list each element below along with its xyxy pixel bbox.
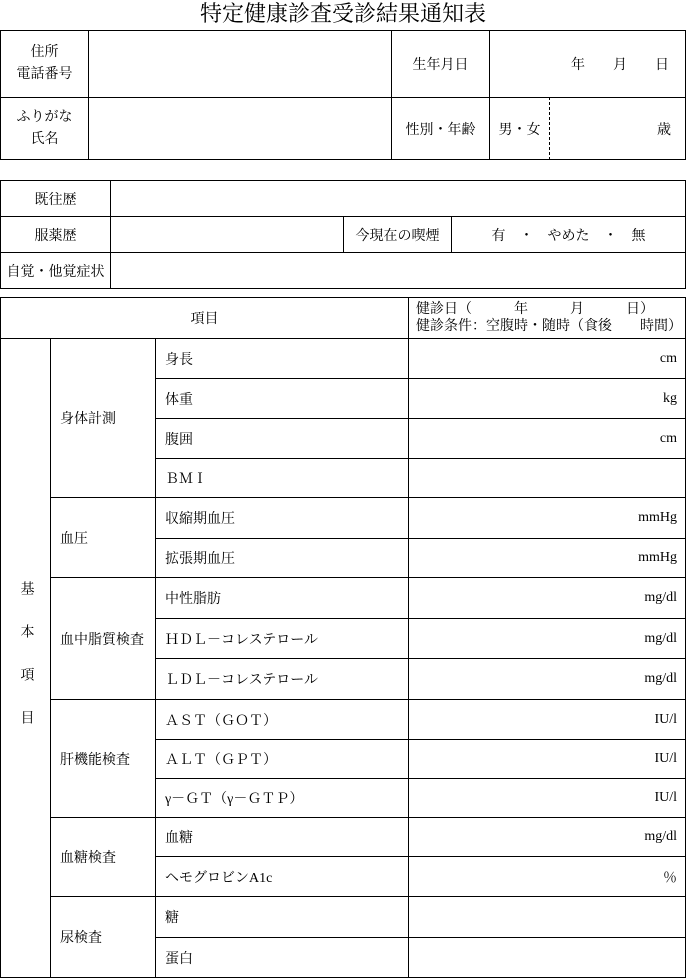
item-systolic-bp-value [408, 497, 686, 539]
item-label: ＢＭＩ [165, 472, 207, 487]
item-hba1c-label [155, 856, 409, 897]
group-liver-function [50, 699, 156, 818]
unit-label: mmHg [638, 550, 677, 565]
medication-label-cell [0, 216, 111, 253]
item-label: ヘモグロビンA1c [165, 870, 273, 886]
group-label: 血中脂質検査 [60, 632, 144, 648]
item-label: γ－ＧＴ（γ－ＧＴＰ） [165, 792, 304, 807]
item-waist-label [155, 418, 409, 459]
item-ldl-value [408, 658, 686, 700]
item-urine-glucose-label [155, 896, 409, 938]
smoking-label: 今現在の喫煙 [355, 228, 440, 244]
item-label: ＡＳＴ（ＧＯＴ） [165, 713, 277, 729]
item-label: 身長 [165, 352, 193, 368]
item-label: 血糖 [165, 831, 193, 846]
sex-age-label-cell [391, 97, 490, 160]
sex-options: 男・女 [498, 122, 541, 138]
sex-age-label: 性別・年齢 [405, 122, 476, 138]
name-label: 氏名 [30, 131, 59, 147]
item-systolic-bp-label [155, 497, 409, 539]
birthdate-label-cell [391, 30, 490, 98]
name-label-cell [0, 97, 89, 160]
item-label: 中性脂肪 [165, 592, 221, 607]
address-phone-field [88, 30, 392, 98]
item-blood-glucose-value [408, 817, 686, 857]
group-label: 肝機能検査 [60, 752, 130, 768]
item-height-value [408, 338, 686, 379]
item-ldl-label [155, 658, 409, 700]
furigana-label: ふりがな [16, 109, 73, 125]
age-unit: 歳 [657, 122, 671, 138]
birthdate-label: 生年月日 [412, 58, 469, 73]
unit-label: mg/dl [644, 630, 677, 646]
item-diastolic-bp-value [408, 538, 686, 578]
unit-label: IU/l [654, 751, 677, 766]
item-height-label [155, 338, 409, 379]
item-weight-value [408, 378, 686, 419]
age-field [549, 97, 686, 160]
past-history-label-cell [0, 180, 111, 217]
exam-date-text: 健診日（ 年 月 日） [416, 302, 654, 317]
item-label: ＨＤＬ－コレステロール [165, 632, 319, 648]
item-triglycerides-label [155, 577, 409, 619]
item-ast-value [408, 699, 686, 740]
unit-label: IU/l [654, 711, 677, 727]
item-header-label: 項目 [190, 312, 219, 327]
item-hba1c-value [408, 856, 686, 897]
item-alt-label [155, 739, 409, 779]
symptoms-label: 自覚・他覚症状 [6, 264, 105, 280]
item-blood-glucose-label [155, 817, 409, 857]
item-label: 体重 [165, 392, 193, 408]
group-body-measurement [50, 338, 156, 498]
page-title: 特定健康診査受診結果通知表 [199, 1, 486, 26]
item-diastolic-bp-label [155, 538, 409, 578]
item-waist-value [408, 418, 686, 459]
results-item-header [0, 297, 409, 339]
item-label: 糖 [165, 911, 179, 926]
exam-condition-text: 健診条件：空腹時・随時（食後 時間） [416, 319, 682, 334]
group-blood-lipids [50, 577, 156, 700]
birthdate-format-text: 年 月 日 [571, 58, 669, 73]
smoking-field [451, 216, 686, 253]
symptoms-field [110, 252, 686, 289]
address-phone-label-cell [0, 30, 89, 98]
name-field [88, 97, 392, 160]
group-label: 血糖検査 [60, 851, 116, 866]
item-label: ＡＬＴ（ＧＰＴ） [165, 753, 277, 768]
medication-label: 服薬歴 [34, 228, 77, 244]
unit-label: cm [659, 350, 677, 366]
past-history-label: 既往歴 [34, 192, 77, 208]
unit-label: IU/l [654, 790, 677, 805]
item-label: 腹囲 [165, 432, 193, 448]
sex-field [489, 97, 550, 160]
item-urine-protein-value [408, 937, 686, 978]
item-triglycerides-value [408, 577, 686, 619]
medication-field [110, 216, 344, 253]
item-ast-label [155, 699, 409, 740]
results-exam-header [408, 297, 686, 339]
group-blood-pressure [50, 497, 156, 578]
group-label: 身体計測 [60, 412, 116, 427]
item-label: 拡張期血圧 [165, 552, 235, 567]
group-label: 血圧 [60, 531, 88, 547]
phone-label: 電話番号 [16, 67, 73, 82]
unit-label: cm [659, 430, 677, 446]
group-label: 尿検査 [60, 931, 102, 946]
item-label: 蛋白 [165, 951, 193, 967]
item-weight-label [155, 378, 409, 419]
item-gamma-gt-value [408, 778, 686, 818]
unit-label: kg [663, 390, 677, 406]
unit-label: mg/dl [644, 590, 677, 605]
unit-label: mg/dl [644, 829, 677, 844]
unit-label: mg/dl [644, 671, 677, 686]
unit-label: mmHg [638, 510, 677, 525]
item-gamma-gt-label [155, 778, 409, 818]
symptoms-label-cell [0, 252, 111, 289]
item-label: 収縮期血圧 [165, 512, 235, 527]
basic-items-cell [0, 338, 51, 978]
item-hdl-label [155, 618, 409, 659]
group-urinalysis [50, 896, 156, 978]
past-history-field [110, 180, 686, 217]
basic-items-label: 基本項目 [18, 581, 34, 753]
birthdate-field [489, 30, 686, 98]
item-bmi-value [408, 458, 686, 498]
group-blood-glucose-test [50, 817, 156, 897]
item-urine-glucose-value [408, 896, 686, 938]
smoking-label-cell [343, 216, 452, 253]
address-label: 住所 [30, 45, 59, 60]
smoking-options: 有 ・ やめた ・ 無 [491, 228, 646, 244]
unit-label: ％ [663, 870, 677, 886]
item-bmi-label [155, 458, 409, 498]
item-alt-value [408, 739, 686, 779]
item-label: ＬＤＬ－コレステロール [165, 673, 319, 688]
item-urine-protein-label [155, 937, 409, 978]
item-hdl-value [408, 618, 686, 659]
